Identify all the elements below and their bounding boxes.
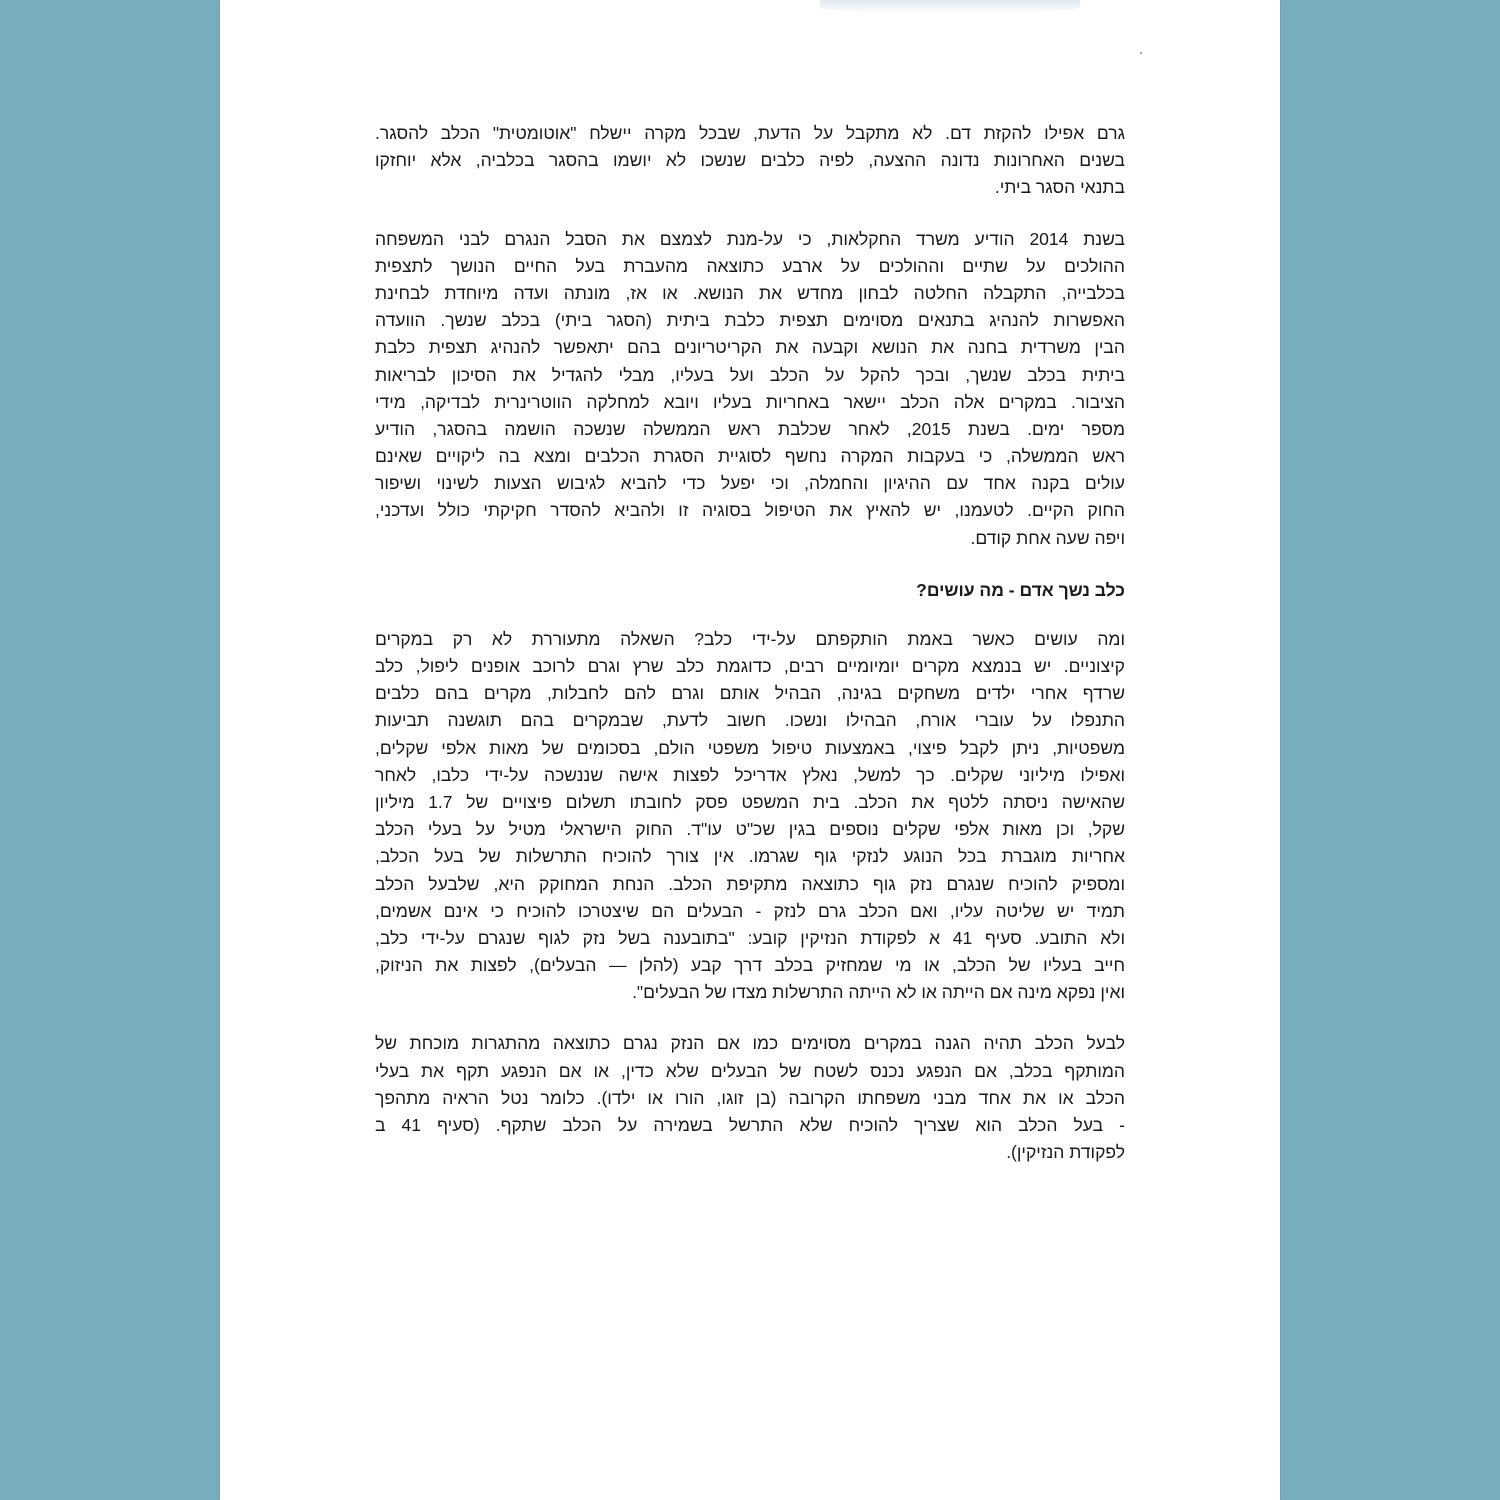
text-line: ראש הממשלה, כי בעקבות המקרה נחשף לסוגיית הסגרת הכלבים ומצא בה ליקויים שאינם [375, 446, 1125, 467]
text-line: שהאישה ניסתה ללטף את הכלב. בית המשפט פסק לחובתו תשלום פיצויים של 1.7 מיליון [375, 791, 1125, 812]
text-line: הכלב או את אחד מבני משפחתו הקרובה (בן זוגו, הורו או ילדו). כלומר נטל הראיה מתהפך [375, 1087, 1125, 1108]
text-line: גרם אפילו להקזת דם. לא מתקבל על הדעת, שבכל מקרה יישלח "אוטומטית" הכלב להסגר. [375, 123, 1125, 143]
document-body [375, 120, 1125, 1190]
scan-speck [1140, 52, 1142, 54]
text-line: ולא התובע. סעיף 41 א לפקודת הנזיקין קובע: "בתובענה בשל נזק לגוף שנגרם על-ידי כלב, [375, 927, 1126, 948]
text-line: בכלבייה, התקבלה החלטה לבחון מחדש את הנושא. או אז, מונתה ועדה מיוחדת לבחינת [375, 282, 1125, 303]
text-line: הציבור. במקרים אלה הכלב יישאר באחריות בעליו ויובא למחלקה הווטרינרית לבדיקה, מידי [375, 391, 1125, 412]
text-line: התנפלו על עוברי אורח, הבהילו ונשכו. חשוב לדעת, שבמקרים בהם תוגשנה תביעות [375, 710, 1125, 731]
text-line: בשנת 2014 הודיע משרד החקלאות, כי על-מנת לצמצם את הסבל הנגרם לבני המשפחה [375, 228, 1126, 249]
text-line: לפקודת הנזיקין). [1006, 1142, 1125, 1163]
text-line: החוק הקיים. לטעמנו, יש להאיץ את הטיפול בסוגיה זו ולהביא להסדר חקיקתי כולל ועדכני, [375, 500, 1125, 521]
document-page [220, 0, 1280, 1500]
text-line: שקל, וכן מאות אלפי שקלים נוספים בגין שכ"ט עו"ד. החוק הישראלי מטיל על בעלי הכלב [375, 819, 1125, 840]
text-line: הבין משרדית בחנה את הנושא וקבעה את הקריטריונים בהם יתאפשר להנהיג תצפית כלבת [375, 337, 1125, 358]
paragraph-owner-defense [375, 1030, 1125, 1166]
text-line: - בעל הכלב הוא שצריך להוכיח שלא התרשל בשמירה על הכלב שתקף. (סעיף 41 ב [375, 1115, 1125, 1135]
text-line: ויפה שעה אחת קודם. [970, 527, 1125, 548]
text-line: עולים בקנה אחד עם ההיגיון והחמלה, וכי יפעל כדי להביא לגיבוש הצעות לשינוי ושיפור [375, 473, 1125, 494]
paragraph-quarantine-intro [375, 120, 1125, 202]
section-heading: כלב נשך אדם - מה עושים? [916, 579, 1125, 600]
text-line: בתנאי הסגר ביתי. [994, 177, 1125, 198]
text-line: קיצוניים. יש בנמצא מקרים יומיומיים רבים, כדוגמת כלב שרץ וגרם לרוכב אופנים ליפול, כלב [375, 656, 1125, 676]
text-line: בשנים האחרונות נדונה ההצעה, לפיה כלבים שנשכו לא יושמו בהסגר בכלביה, אלא יוחזקו [375, 150, 1125, 171]
text-line: ואפילו מיליוני שקלים. כך למשל, נאלץ אדריכל לפצות אישה שננשכה על-ידי כלבו, לאחר [375, 764, 1125, 785]
text-line: לבעל הכלב תהיה הגנה במקרים מסוימים כמו אם הנזק נגרם כתוצאה מהתגרות מוכחת של [375, 1033, 1125, 1054]
text-line: ואין נפקא מינה אם הייתה או לא הייתה התרשלות מצדו של הבעלים". [632, 982, 1125, 1003]
text-line: ומספיק להוכיח שנגרם נזק גוף כתוצאה מתקיפת הכלב. הנחת המחוקק היא, שלבעל הכלב [375, 873, 1125, 894]
text-line: אחריות מוגברת בכל הנוגע לנזקי גוף שגרמו. אין צורך להוכיח התרשלות של בעל הכלב, [375, 846, 1125, 867]
text-line: מספר ימים. בשנת 2015, לאחר שכלבת ראש הממשלה שנשכה הושמה בהסגר, הודיע [375, 418, 1126, 439]
text-line: משפטיות, ניתן לקבל פיצוי, באמצעות טיפול משפטי הולם, בסכומים של מאות אלפי שקלים, [375, 737, 1125, 758]
text-line: האפשרות להנהיג בתנאים מסוימים תצפית כלבת ביתית (הסגר ביתי) בכלב שנשך. הוועדה [375, 310, 1125, 331]
paragraph-what-to-do [375, 626, 1125, 1007]
text-line: חייב בעליו של הכלב, או מי שמחזיק בכלב דרך קבע (להלן — הבעלים), לפצות את הניזוק, [375, 955, 1125, 976]
text-line: שרדף אחרי ילדים משחקים בגינה, הבהיל אותם וגרם להם לחבלות, מקרים בהם כלבים [375, 683, 1125, 704]
text-line: ומה עושים כאשר באמת הותקפתם על-ידי כלב? השאלה מתעוררת לא רק במקרים [375, 628, 1125, 649]
text-line: ההולכים על שתיים וההולכים על ארבע כתוצאה מהעברת בעל החיים הנושך לתצפית [375, 255, 1125, 276]
text-line: תמיד יש שליטה עליו, ואם הכלב גרם לנזק - הבעלים הם שיצטרכו להוכיח כי אינם אשמים, [375, 900, 1125, 921]
scan-shadow [820, 0, 1080, 14]
paragraph-ministry-2014 [375, 226, 1125, 552]
text-line: המותקף בכלב, אם הנפגע נכנס לשטח של הבעלים שלא כדין, או אם הנפגע תקף את בעלי [375, 1060, 1125, 1081]
text-line: ביתית בכלב שנשך, ובכך להקל על הכלב ועל בעליו, מבלי להגדיל את הסיכון לבריאות [375, 364, 1125, 385]
